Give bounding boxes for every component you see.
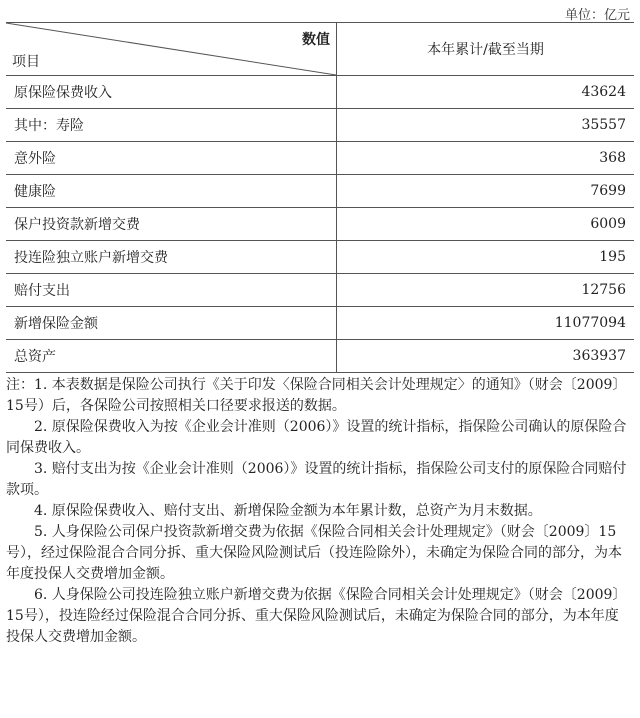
row-value: 7699 (337, 175, 635, 208)
table-notes (6, 375, 630, 648)
header-column-label: 本年累计/截至当期 (337, 23, 635, 76)
row-value: 368 (337, 142, 635, 175)
note-3: 3. 赔付支出为按《企业会计准则（2006）》设置的统计指标，指保险公司支付的原保险合同赔付款项。 (6, 461, 627, 498)
statistics-table (6, 22, 634, 373)
table-row (6, 307, 634, 340)
row-value: 43624 (337, 76, 635, 109)
table-header-row (6, 23, 634, 76)
table-row (6, 142, 634, 175)
header-value-label: 数值 (302, 32, 330, 48)
unit-label: 单位：亿元 (564, 8, 630, 23)
table-row (6, 274, 634, 307)
row-label: 意外险 (6, 142, 337, 175)
table-row (6, 76, 634, 109)
row-value: 363937 (337, 340, 635, 373)
row-label: 赔付支出 (6, 274, 337, 307)
note-2: 2. 原保险保费收入为按《企业会计准则（2006）》设置的统计指标，指保险公司确认的原保险合同保费收入。 (6, 419, 627, 456)
diagonal-line (6, 23, 336, 75)
table-row (6, 109, 634, 142)
row-value: 35557 (337, 109, 635, 142)
note-6: 6. 人身保险公司投连险独立账户新增交费为依据《保险合同相关会计处理规定》（财会〔2009〕15号），投连险经过保险混合合同分拆、重大保险风险测试后，未确定为保险合同的部分，为本年度投保人交费增加金额。 (6, 587, 627, 645)
table-row (6, 175, 634, 208)
row-value: 195 (337, 241, 635, 274)
row-label: 健康险 (6, 175, 337, 208)
row-label: 原保险保费收入 (6, 76, 337, 109)
note-5: 5. 人身保险公司保户投资款新增交费为依据《保险合同相关会计处理规定》（财会〔2009〕15号），经过保险混合合同分拆、重大保险风险测试后（投连险除外），未确定为保险合同的部分，为本年度投保人交费增加金额。 (6, 524, 622, 582)
note-1: 注：1. 本表数据是保险公司执行《关于印发〈保险合同相关会计处理规定〉的通知》（财会〔2009〕15号）后，各保险公司按照相关口径要求报送的数据。 (6, 377, 627, 414)
table-row (6, 241, 634, 274)
row-label: 新增保险金额 (6, 307, 337, 340)
row-label: 其中：寿险 (6, 109, 337, 142)
table-row (6, 340, 634, 373)
row-label: 保户投资款新增交费 (6, 208, 337, 241)
table-row (6, 208, 634, 241)
row-value: 6009 (337, 208, 635, 241)
note-4: 4. 原保险保费收入、赔付支出、新增保险金额为本年累计数，总资产为月末数据。 (34, 503, 542, 519)
diagonal-header-cell (6, 23, 337, 76)
header-item-label: 项目 (12, 54, 40, 70)
row-label: 投连险独立账户新增交费 (6, 241, 337, 274)
row-label: 总资产 (6, 340, 337, 373)
row-value: 11077094 (337, 307, 635, 340)
row-value: 12756 (337, 274, 635, 307)
